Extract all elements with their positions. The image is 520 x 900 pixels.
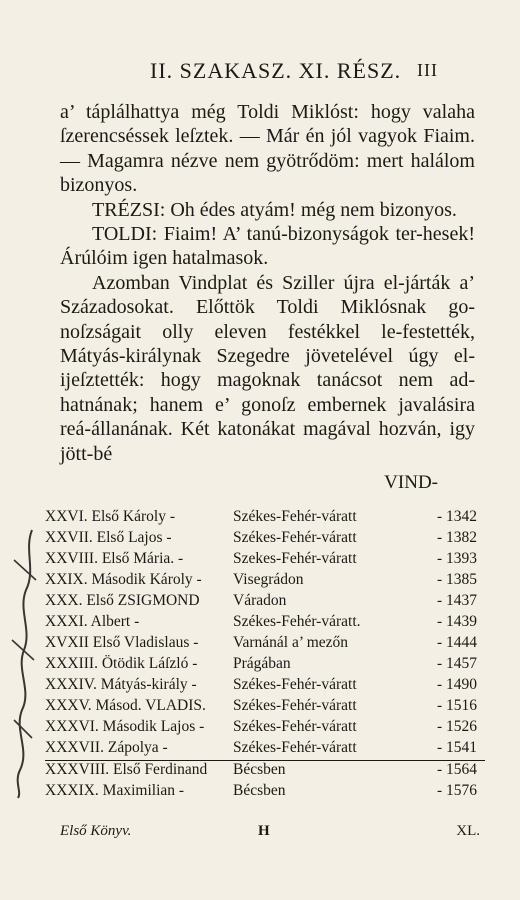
- year: - 1564: [436, 761, 477, 778]
- year: - 1385: [436, 571, 477, 588]
- table-row: [45, 676, 485, 697]
- table-row: [45, 697, 485, 718]
- coronation-place: Bécsben: [233, 761, 286, 778]
- table-row: [45, 613, 485, 634]
- year: - 1457: [436, 655, 477, 672]
- table-row: [45, 655, 485, 676]
- table-row: [45, 718, 485, 739]
- king-name: XXXV. Másod. VLADIS.: [45, 697, 206, 714]
- footer-page-ref: XL.: [456, 823, 480, 839]
- year: - 1444: [436, 634, 477, 651]
- coronation-place: Székes-Fehér-váratt: [233, 697, 357, 714]
- king-name: XXXIX. Maximilian -: [45, 782, 185, 799]
- table-row: [45, 550, 485, 571]
- footer-book-title: Első Könyv.: [60, 823, 132, 839]
- running-title: II. SZAKASZ. XI. RÉSZ.: [150, 58, 402, 83]
- body-text: [60, 100, 475, 466]
- coronation-place: Székes-Fehér-váratt: [233, 529, 357, 546]
- coronation-place: Székes-Fehér-váratt.: [233, 613, 361, 630]
- coronation-place: Váradon: [233, 592, 287, 609]
- year: - 1342: [436, 508, 477, 525]
- signature-mark: H: [258, 823, 270, 839]
- table-row: [45, 761, 485, 782]
- table-row: [45, 508, 485, 529]
- king-name: XXXIV. Mátyás-király -: [45, 676, 197, 693]
- year: - 1382: [436, 529, 477, 546]
- table-row: [45, 782, 485, 803]
- table-row: [45, 739, 485, 761]
- year: - 1541: [436, 739, 477, 756]
- coronation-place: Szekes-Fehér-váratt: [233, 550, 357, 567]
- year: - 1393: [436, 550, 477, 567]
- year: - 1439: [436, 613, 477, 630]
- king-name: XVXII Első Vladislaus -: [45, 634, 199, 651]
- catchword: VIND-: [384, 472, 438, 493]
- kings-table: [45, 508, 485, 803]
- king-name: XXX. Első ZSIGMOND: [45, 592, 200, 609]
- year: - 1516: [436, 697, 477, 714]
- handwritten-marginal-signature: [2, 520, 46, 800]
- king-name: XXXVII. Zápolya -: [45, 739, 168, 756]
- coronation-place: Székes-Fehér-váratt: [233, 508, 357, 525]
- paragraph: Azomban Vindplat és Sziller újra el-járták a’ Századosokat. Előttök Toldi Miklósnak go-noſzságait olly eleven festékkel le-festették, Mátyás-királynak Szegedre jövetelével úgy el-ijeſztették: hogy magoknak tanácsot nem ad-hatnának; hanem e’ gonoſz embernek javalásira reá-állanának. Két katonákat magával hozván, igy jött-bé: [60, 271, 475, 465]
- king-name: XXVIII. Első Mária. -: [45, 550, 184, 567]
- king-name: XXXIII. Ötödik Láſzló -: [45, 655, 198, 672]
- king-name: XXIX. Második Károly -: [45, 571, 202, 588]
- year: - 1526: [436, 718, 477, 735]
- coronation-place: Székes-Fehér-váratt: [233, 676, 357, 693]
- year: - 1490: [436, 676, 477, 693]
- table-row: [45, 634, 485, 655]
- year: - 1576: [436, 782, 477, 799]
- coronation-place: Székes-Fehér-váratt: [233, 739, 357, 756]
- coronation-place: Bécsben: [233, 782, 286, 799]
- table-row: [45, 592, 485, 613]
- page-number: III: [417, 60, 438, 80]
- king-name: XXVII. Első Lajos -: [45, 529, 172, 546]
- table-row: [45, 529, 485, 550]
- paragraph: a’ táplálhattya még Toldi Miklóst: hogy valaha ſzerencséssek leſztek. — Már én jól vagyok Fiaim. — Magamra nézve nem gyötrődöm: mert halálom bizonyos.: [60, 101, 475, 197]
- paragraph: TOLDI: Fiaim! A’ tanú-bizonyságok ter-hesek! Árúlóim igen hatalmasok.: [60, 223, 475, 270]
- paragraph: TRÉZSI: Oh édes atyám! még nem bizonyos.: [92, 198, 457, 221]
- year: - 1437: [436, 592, 477, 609]
- king-name: XXXI. Albert -: [45, 613, 140, 630]
- table-row: [45, 571, 485, 592]
- coronation-place: Prágában: [233, 655, 291, 672]
- coronation-place: Visegrádon: [233, 571, 304, 588]
- king-name: XXVI. Első Károly -: [45, 508, 176, 525]
- king-name: XXXVI. Második Lajos -: [45, 718, 205, 735]
- coronation-place: Székes-Fehér-váratt: [233, 718, 357, 735]
- king-name: XXXVIII. Első Ferdinand: [45, 761, 208, 778]
- coronation-place: Varnánál a’ mezőn: [233, 634, 349, 651]
